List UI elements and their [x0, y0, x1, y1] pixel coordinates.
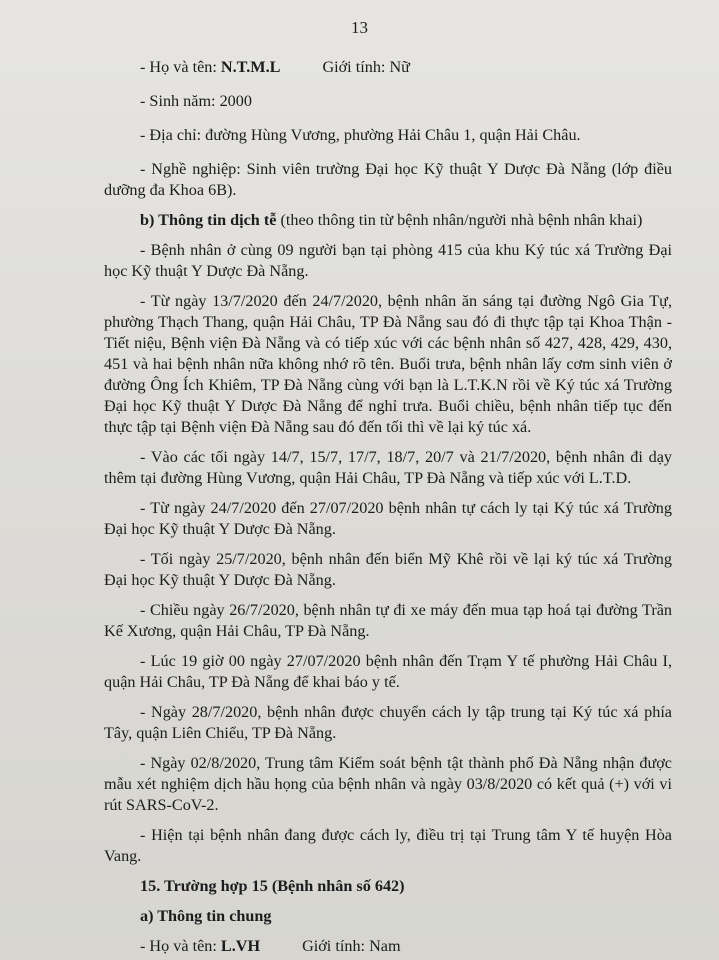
epi-paragraph: - Ngày 02/8/2020, Trung tâm Kiểm soát bệnh tật thành phố Đà Nẵng nhận được mẫu xét nghiệm dịch hầu họng của bệnh nhân và ngày 03/8/2020 có kết quả (+) với vi rút SARS-CoV-2.	[104, 754, 672, 814]
address: - Địa chỉ: đường Hùng Vương, phường Hải Châu 1, quận Hải Châu.	[140, 126, 581, 144]
epidemiology-title: b) Thông tin dịch tễ	[140, 211, 277, 229]
epi-paragraph: - Vào các tối ngày 14/7, 15/7, 17/7, 18/7, 20/7 và 21/7/2020, bệnh nhân đi dạy thêm tại đường Hùng Vương, quận Hải Châu, TP Đà Nẵng và tiếp xúc với L.T.D.	[104, 448, 672, 487]
page-number: 13	[351, 18, 368, 37]
birth-year: - Sinh năm: 2000	[140, 92, 252, 110]
case-15-name-label: - Họ và tên:	[140, 937, 221, 955]
epi-paragraph: - Hiện tại bệnh nhân đang được cách ly, điều trị tại Trung tâm Y tế huyện Hòa Vang.	[104, 826, 672, 865]
epi-paragraph: - Từ ngày 13/7/2020 đến 24/7/2020, bệnh nhân ăn sáng tại đường Ngô Gia Tự, phường Thạch Thang, quận Hải Châu, TP Đà Nẵng sau đó đi thực tập tại Khoa Thận - Tiết niệu, Bệnh viện Đà Nẵng và có tiếp xúc với các bệnh nhân số 427, 428, 429, 430, 451 và hai bệnh nhân nữa không nhớ rõ tên. Buổi trưa, bệnh nhân lấy cơm sinh viên ở đường Ông Ích Khiêm, TP Đà Nẵng cùng với bạn là L.T.K.N rồi về Ký túc xá Trường Đại học Kỹ thuật Y Dược Đà Nẵng để nghỉ trưa. Buổi chiều, bệnh nhân tiếp tục đến thực tập tại Bệnh viện Đà Nẵng sau đó đến tối thì về lại ký túc xá.	[104, 292, 672, 436]
case-15-gender-value: Nam	[369, 937, 401, 955]
occupation: - Nghề nghiệp: Sinh viên trường Đại học Kỹ thuật Y Dược Đà Nẵng (lớp điều dưỡng đa Khoa 6B).	[104, 160, 672, 199]
epi-paragraph: - Tối ngày 25/7/2020, bệnh nhân đến biển Mỹ Khê rồi về lại ký túc xá Trường Đại học Kỹ thuật Y Dược Đà Nẵng.	[104, 550, 672, 589]
gender-label: Giới tính:	[322, 58, 390, 76]
case-15-name-line	[104, 936, 672, 957]
epi-paragraph: - Chiều ngày 26/7/2020, bệnh nhân tự đi xe máy đến mua tạp hoá tại đường Trần Kế Xương, quận Hải Châu, TP Đà Nẵng.	[104, 601, 672, 640]
gender-value: Nữ	[389, 58, 410, 76]
name-label: - Họ và tên:	[140, 58, 221, 76]
epidemiology-note: (theo thông tin từ bệnh nhân/người nhà bệnh nhân khai)	[276, 211, 643, 229]
epidemiology-heading	[104, 210, 672, 231]
case-15-subheading: a) Thông tin chung	[140, 907, 272, 925]
epi-paragraph: - Từ ngày 24/7/2020 đến 27/07/2020 bệnh nhân tự cách ly tại Ký túc xá Trường Đại học Kỹ thuật Y Dược Đà Nẵng.	[104, 499, 672, 538]
document-body	[104, 57, 672, 960]
epi-paragraph: - Bệnh nhân ở cùng 09 người bạn tại phòng 415 của khu Ký túc xá Trường Đại học Kỹ thuật Y Dược Đà Nẵng.	[104, 241, 672, 280]
case-15-heading: 15. Trường hợp 15 (Bệnh nhân số 642)	[140, 877, 405, 895]
case-15-gender-label: Giới tính:	[302, 937, 370, 955]
epi-paragraph: - Ngày 28/7/2020, bệnh nhân được chuyển cách ly tập trung tại Ký túc xá phía Tây, quận Liên Chiểu, TP Đà Nẵng.	[104, 703, 672, 742]
epi-paragraph: - Lúc 19 giờ 00 ngày 27/07/2020 bệnh nhân đến Trạm Y tế phường Hải Châu I, quận Hải Châu, TP Đà Nẵng để khai báo y tế.	[104, 652, 672, 691]
name-value: N.T.M.L	[220, 58, 281, 76]
name-line	[104, 57, 672, 78]
case-15-name-value: L.VH	[220, 937, 261, 955]
